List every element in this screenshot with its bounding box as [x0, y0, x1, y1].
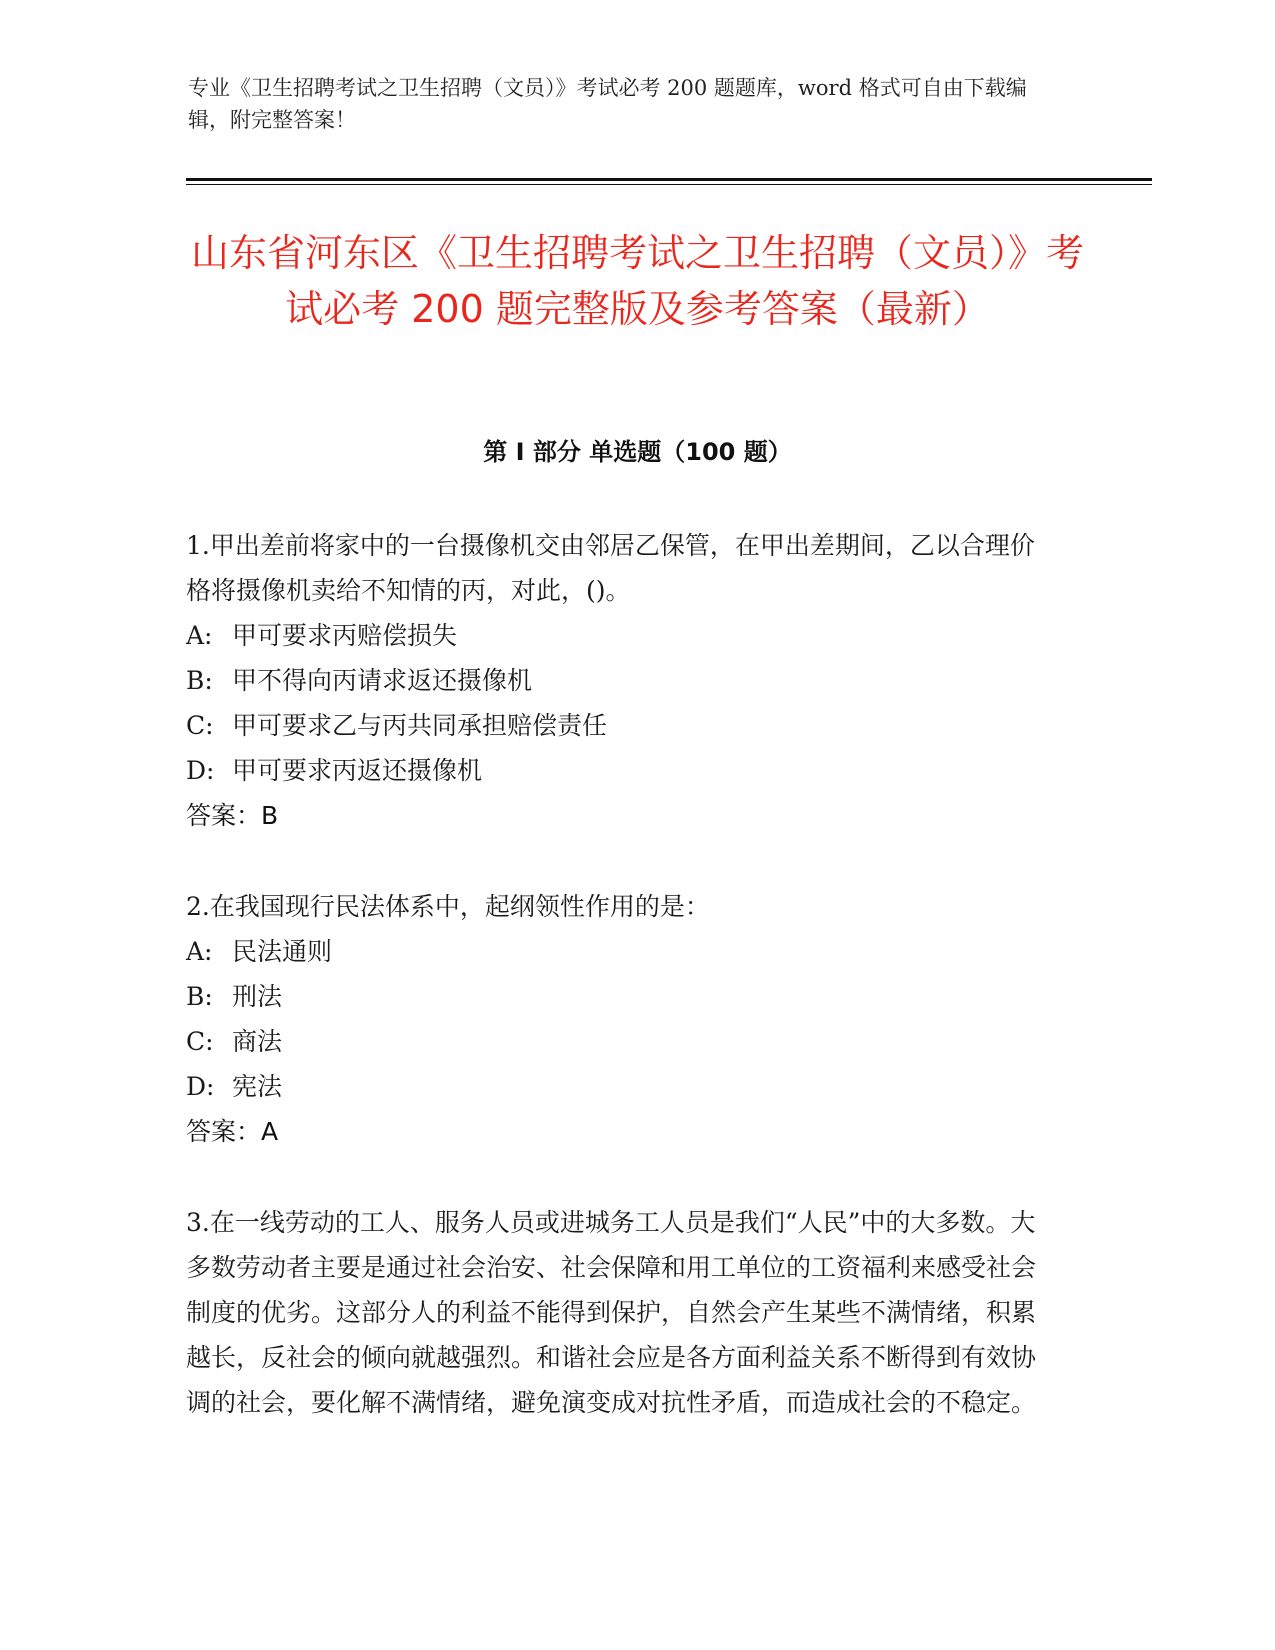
option-a	[186, 613, 1056, 658]
option-letter: D:	[186, 1072, 215, 1101]
question-stem: 1.甲出差前将家中的一台摄像机交由邻居乙保管，在甲出差期间，乙以合理价格将摄像机卖给不知情的丙，对此，()。	[186, 531, 1035, 605]
answer-line: 答案：B	[186, 801, 279, 830]
question-stem: 2.在我国现行民法体系中，起纲领性作用的是：	[186, 892, 710, 921]
option-letter: D:	[186, 756, 215, 785]
option-text: 商法	[232, 1027, 283, 1056]
option-text: 甲可要求丙赔偿损失	[232, 621, 458, 650]
option-letter: B:	[186, 666, 213, 695]
header-rule	[186, 178, 1152, 181]
header-note: 专业《卫生招聘考试之卫生招聘（文员）》考试必考 200 题题库，word 格式可自由下载编辑，附完整答案！	[188, 76, 1027, 132]
option-b	[186, 974, 1056, 1019]
option-text: 甲不得向丙请求返还摄像机	[232, 666, 533, 695]
option-letter: A:	[186, 937, 213, 966]
question-2	[186, 884, 1056, 1154]
option-letter: C:	[186, 1027, 214, 1056]
option-text: 宪法	[232, 1072, 283, 1101]
option-text: 甲可要求丙返还摄像机	[232, 756, 483, 785]
section-heading: 第 I 部分 单选题（100 题）	[483, 438, 792, 466]
option-a	[186, 929, 1056, 974]
question-list	[186, 523, 1056, 1471]
option-letter: A:	[186, 621, 213, 650]
answer-line: 答案：A	[186, 1117, 279, 1146]
option-c	[186, 1019, 1056, 1064]
option-letter: C:	[186, 711, 214, 740]
header-rule-thin	[186, 184, 1152, 185]
option-c	[186, 703, 1056, 748]
option-letter: B:	[186, 982, 213, 1011]
question-stem: 3.在一线劳动的工人、服务人员或进城务工人员是我们“人民”中的大多数。大多数劳动者主要是通过社会治安、社会保障和用工单位的工资福利来感受社会制度的优劣。这部分人的利益不能得到保护，自然会产生某些不满情绪，积累越长，反社会的倾向就越强烈。和谐社会应是各方面利益关系不断得到有效协调的社会，要化解不满情绪，避免演变成对抗性矛盾，而造成社会的不稳定。	[186, 1208, 1037, 1417]
option-d	[186, 1064, 1056, 1109]
option-text: 刑法	[232, 982, 283, 1011]
option-b	[186, 658, 1056, 703]
option-d	[186, 748, 1056, 793]
option-text: 民法通则	[232, 937, 333, 966]
question-3	[186, 1200, 1056, 1425]
document-title: 山东省河东区《卫生招聘考试之卫生招聘（文员）》考试必考 200 题完整版及参考答案（最新）	[190, 231, 1084, 331]
option-text: 甲可要求乙与丙共同承担赔偿责任	[232, 711, 608, 740]
question-1	[186, 523, 1056, 838]
